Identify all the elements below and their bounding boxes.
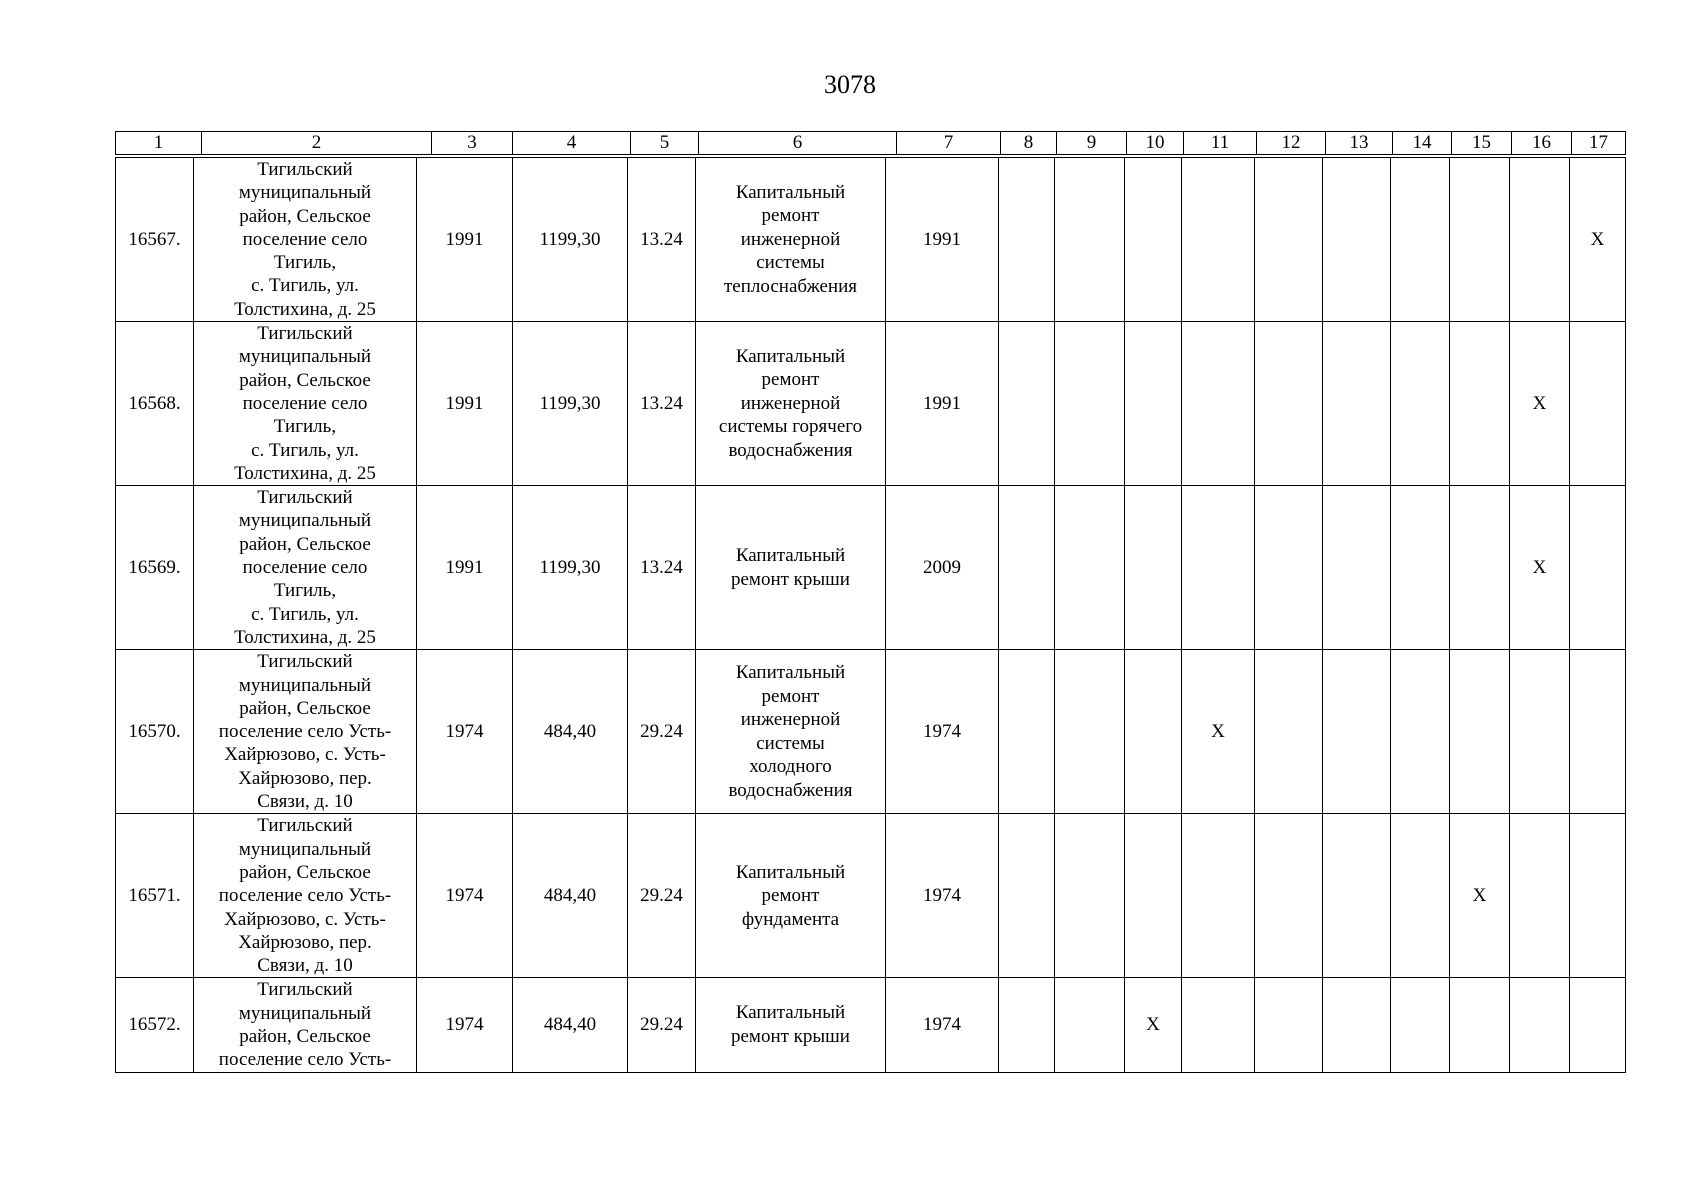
empty-cell-col-11 [1182,814,1255,978]
work-type-line: Капитальный [735,545,846,567]
row-number: 16570. [116,650,194,814]
mark-cell-col-15: Х [1450,814,1510,978]
work-type-line: Капитальный [735,345,846,367]
address-cell [194,486,417,650]
work-type-line: инженерной [740,709,841,731]
empty-cell-col-13 [1323,814,1391,978]
row-number: 16567. [116,158,194,322]
address-line: с. Тигиль, ул. [251,275,359,297]
table-body [116,158,1626,1073]
empty-cell-col-15 [1450,486,1510,650]
address-line: Тигильский [257,979,353,1001]
area-value: 484,40 [513,650,628,814]
column-number-15: 15 [1452,132,1512,155]
construction-year: 1991 [417,486,513,650]
address-line: Толстихина, д. 25 [234,298,376,320]
work-type-cell [696,486,886,650]
empty-cell-col-9 [1055,322,1125,486]
address-line: с. Тигиль, ул. [251,439,359,461]
construction-year: 1974 [417,814,513,978]
area-value: 484,40 [513,814,628,978]
table-row [116,978,1626,1072]
address-line: район, Сельское [239,533,371,555]
empty-cell-col-9 [1055,978,1125,1072]
row-number: 16571. [116,814,194,978]
work-type-line: ремонт крыши [731,568,850,590]
work-type-line: системы [756,252,825,274]
work-type-cell [696,978,886,1072]
empty-cell-col-13 [1323,158,1391,322]
address-line: муниципальный [238,1002,372,1024]
work-type-line: ремонт [761,685,820,707]
mark-cell-col-10: Х [1125,978,1182,1072]
work-type-cell [696,158,886,322]
empty-cell-col-15 [1450,158,1510,322]
column-number-9: 9 [1057,132,1127,155]
address-cell [194,322,417,486]
code-value: 13.24 [628,158,696,322]
address-line: муниципальный [238,838,372,860]
last-repair-year: 1974 [886,814,999,978]
address-line: район, Сельское [239,1025,371,1047]
empty-cell-col-8 [999,650,1055,814]
construction-year: 1991 [417,322,513,486]
table-row [116,322,1626,486]
construction-year: 1991 [417,158,513,322]
empty-cell-col-14 [1391,650,1450,814]
work-type-line: ремонт [761,369,820,391]
table-row [116,158,1626,322]
address-line: поселение село [242,557,368,579]
address-line: муниципальный [238,182,372,204]
empty-cell-col-17 [1570,486,1626,650]
address-line: поселение село [242,392,368,414]
address-line: район, Сельское [239,861,371,883]
empty-cell-col-9 [1055,486,1125,650]
address-line: район, Сельское [239,369,371,391]
empty-cell-col-11 [1182,486,1255,650]
empty-cell-col-15 [1450,322,1510,486]
address-line: Хайрюзово, с. Усть- [224,744,386,766]
column-number-5: 5 [631,132,699,155]
empty-cell-col-14 [1391,158,1450,322]
address-line: поселение село Усть- [218,885,392,907]
last-repair-year: 1991 [886,322,999,486]
empty-cell-col-13 [1323,650,1391,814]
empty-cell-col-16 [1510,158,1570,322]
empty-cell-col-12 [1255,486,1323,650]
empty-cell-col-14 [1391,814,1450,978]
last-repair-year: 1974 [886,978,999,1072]
work-type-line: Капитальный [735,662,846,684]
work-type-line: Капитальный [735,181,846,203]
mark-cell-col-17: Х [1570,158,1626,322]
mark-cell-col-11: Х [1182,650,1255,814]
empty-cell-col-14 [1391,978,1450,1072]
work-type-line: инженерной [740,228,841,250]
column-number-1: 1 [116,132,202,155]
empty-cell-col-12 [1255,650,1323,814]
work-type-cell [696,650,886,814]
address-line: с. Тигиль, ул. [251,603,359,625]
column-number-4: 4 [513,132,631,155]
row-number: 16572. [116,978,194,1072]
empty-cell-col-8 [999,158,1055,322]
work-type-line: ремонт [761,885,820,907]
address-line: поселение село Усть- [218,721,392,743]
table-row [116,486,1626,650]
empty-cell-col-16 [1510,814,1570,978]
address-line: поселение село Усть- [218,1049,392,1071]
address-cell [194,978,417,1072]
column-number-17: 17 [1572,132,1626,155]
row-number: 16569. [116,486,194,650]
last-repair-year: 2009 [886,486,999,650]
column-number-10: 10 [1127,132,1184,155]
row-number: 16568. [116,322,194,486]
work-type-line: Капитальный [735,861,846,883]
empty-cell-col-9 [1055,158,1125,322]
column-number-3: 3 [432,132,513,155]
work-type-line: теплоснабжения [724,275,857,297]
address-line: район, Сельское [239,205,371,227]
empty-cell-col-13 [1323,322,1391,486]
address-line: Тигиль, [273,252,337,274]
empty-cell-col-11 [1182,322,1255,486]
work-type-line: фундамента [741,908,840,930]
empty-cell-col-8 [999,814,1055,978]
code-value: 29.24 [628,650,696,814]
work-type-cell [696,322,886,486]
empty-cell-col-12 [1255,158,1323,322]
address-line: муниципальный [238,346,372,368]
empty-cell-col-17 [1570,322,1626,486]
empty-cell-col-13 [1323,978,1391,1072]
empty-cell-col-8 [999,322,1055,486]
address-line: Тигиль, [273,580,337,602]
table-row [116,814,1626,978]
area-value: 1199,30 [513,486,628,650]
header-row [116,132,1626,155]
empty-cell-col-16 [1510,978,1570,1072]
address-line: Тигильский [257,323,353,345]
construction-year: 1974 [417,978,513,1072]
address-line: Тигильский [257,487,353,509]
page-number: 3078 [824,70,876,99]
empty-cell-col-10 [1125,158,1182,322]
empty-cell-col-10 [1125,814,1182,978]
mark-cell-col-16: Х [1510,322,1570,486]
code-value: 29.24 [628,978,696,1072]
work-type-line: водоснабжения [728,779,853,801]
empty-cell-col-16 [1510,650,1570,814]
column-number-12: 12 [1257,132,1326,155]
area-value: 484,40 [513,978,628,1072]
work-type-line: ремонт [761,205,820,227]
repair-schedule-table [115,157,1626,1073]
area-value: 1199,30 [513,322,628,486]
work-type-line: водоснабжения [728,439,853,461]
empty-cell-col-9 [1055,814,1125,978]
empty-cell-col-14 [1391,322,1450,486]
empty-cell-col-17 [1570,814,1626,978]
address-cell [194,158,417,322]
address-line: Тигиль, [273,416,337,438]
work-type-line: системы [756,732,825,754]
address-line: Связи, д. 10 [257,955,353,977]
column-number-7: 7 [897,132,1001,155]
work-type-line: системы горячего [718,416,863,438]
work-type-line: ремонт крыши [731,1025,850,1047]
address-line: Толстихина, д. 25 [234,626,376,648]
column-number-2: 2 [202,132,432,155]
column-number-11: 11 [1184,132,1257,155]
column-number-13: 13 [1326,132,1393,155]
empty-cell-col-17 [1570,978,1626,1072]
column-number-header [115,131,1626,155]
work-type-line: инженерной [740,392,841,414]
column-number-16: 16 [1512,132,1572,155]
address-line: Тигильский [257,651,353,673]
address-cell [194,650,417,814]
address-line: муниципальный [238,674,372,696]
empty-cell-col-15 [1450,978,1510,1072]
column-number-8: 8 [1001,132,1057,155]
column-number-6: 6 [699,132,897,155]
empty-cell-col-11 [1182,158,1255,322]
address-line: Хайрюзово, пер. [238,931,372,953]
address-line: Хайрюзово, пер. [238,767,372,789]
construction-year: 1974 [417,650,513,814]
empty-cell-col-15 [1450,650,1510,814]
work-type-line: Капитальный [735,1002,846,1024]
work-type-cell [696,814,886,978]
address-line: Хайрюзово, с. Усть- [224,908,386,930]
empty-cell-col-12 [1255,978,1323,1072]
code-value: 29.24 [628,814,696,978]
table-row [116,650,1626,814]
work-type-line: холодного [749,756,832,778]
address-line: поселение село [242,228,368,250]
empty-cell-col-13 [1323,486,1391,650]
address-line: район, Сельское [239,697,371,719]
address-line: Связи, д. 10 [257,791,353,813]
empty-cell-col-10 [1125,486,1182,650]
address-line: муниципальный [238,510,372,532]
code-value: 13.24 [628,486,696,650]
last-repair-year: 1974 [886,650,999,814]
empty-cell-col-10 [1125,650,1182,814]
address-cell [194,814,417,978]
empty-cell-col-17 [1570,650,1626,814]
address-line: Толстихина, д. 25 [234,462,376,484]
empty-cell-col-11 [1182,978,1255,1072]
empty-cell-col-8 [999,486,1055,650]
code-value: 13.24 [628,322,696,486]
column-number-14: 14 [1393,132,1452,155]
empty-cell-col-14 [1391,486,1450,650]
address-line: Тигильский [257,159,353,180]
empty-cell-col-12 [1255,322,1323,486]
empty-cell-col-9 [1055,650,1125,814]
empty-cell-col-12 [1255,814,1323,978]
address-line: Тигильский [257,815,353,837]
empty-cell-col-8 [999,978,1055,1072]
mark-cell-col-16: Х [1510,486,1570,650]
last-repair-year: 1991 [886,158,999,322]
empty-cell-col-10 [1125,322,1182,486]
area-value: 1199,30 [513,158,628,322]
